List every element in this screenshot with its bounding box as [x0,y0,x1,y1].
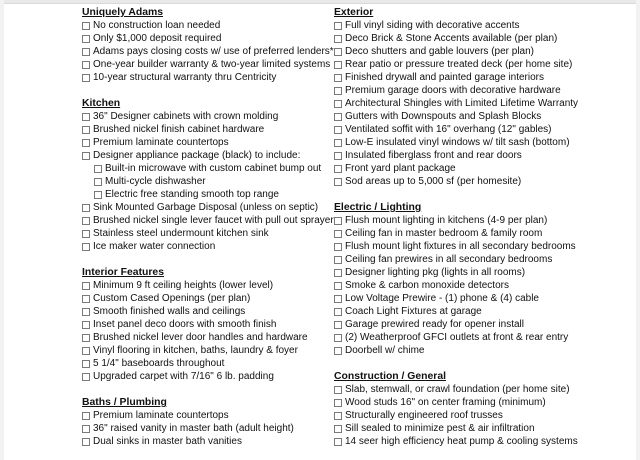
feature-item [334,19,594,32]
feature-text: Gutters with Downspouts and Splash Blocks [345,111,542,122]
feature-item [334,409,594,422]
feature-text: Ice maker water connection [93,241,216,252]
section-heading: Interior Features [82,267,164,278]
feature-text: Sill sealed to minimize pest & air infiltration [345,423,535,434]
feature-item [334,422,594,435]
feature-text: Flush mount lighting in kitchens (4-9 per plan) [345,215,548,226]
checkbox-icon [94,191,102,199]
section-spacer [82,253,332,266]
checkbox-icon [334,295,342,303]
checkbox-icon [334,178,342,186]
feature-item [82,318,332,331]
feature-item [334,123,594,136]
checkbox-icon [334,126,342,134]
feature-item [82,110,332,123]
section-heading: Uniquely Adams [82,7,164,18]
checkbox-icon [334,217,342,225]
checkbox-icon [334,152,342,160]
checkbox-icon [82,139,90,147]
checkbox-icon [334,399,342,407]
checkbox-icon [334,347,342,355]
section-heading: Construction / General [334,371,447,382]
checkbox-icon [82,230,90,238]
checkbox-icon [334,113,342,121]
checkbox-icon [334,48,342,56]
checkbox-icon [334,412,342,420]
checkbox-icon [334,256,342,264]
section-exterior [334,6,594,188]
feature-item [334,175,594,188]
feature-item [82,71,332,84]
feature-list [334,19,594,188]
checkbox-icon [82,282,90,290]
feature-text: Inset panel deco doors with smooth finish [93,319,277,330]
feature-text: Structurally engineered roof trusses [345,410,503,421]
feature-text: Stainless steel undermount kitchen sink [93,228,269,239]
feature-item [334,227,594,240]
feature-text: Premium garage doors with decorative hardware [345,85,561,96]
checkbox-icon [334,230,342,238]
feature-item [82,292,332,305]
feature-text: Ceiling fan in master bedroom & family room [345,228,543,239]
checkbox-icon [82,113,90,121]
feature-item [82,305,332,318]
feature-item [82,19,332,32]
feature-item [82,45,332,58]
checkbox-icon [334,100,342,108]
feature-item [82,175,332,188]
checkbox-icon [334,35,342,43]
feature-text: Adams pays closing costs w/ use of preferred lenders* [93,46,334,57]
checkbox-icon [334,87,342,95]
checkbox-icon [82,295,90,303]
section-heading: Baths / Plumbing [82,397,167,408]
feature-list [82,409,332,448]
feature-item [334,32,594,45]
feature-item [82,279,332,292]
feature-item [334,58,594,71]
section-kitchen [82,97,332,253]
feature-text: Upgraded carpet with 7/16" 6 lb. padding [93,371,274,382]
checkbox-icon [334,425,342,433]
checkbox-icon [334,243,342,251]
checkbox-icon [82,243,90,251]
feature-item [334,84,594,97]
feature-item [334,162,594,175]
feature-item [334,396,594,409]
feature-list [334,214,594,357]
feature-text: Deco shutters and gable louvers (per plan) [345,46,534,57]
feature-item [334,305,594,318]
checkbox-icon [334,308,342,316]
section-construction-general [334,370,594,448]
feature-item [82,201,332,214]
feature-item [82,58,332,71]
feature-text: Custom Cased Openings (per plan) [93,293,251,304]
feature-item [334,318,594,331]
feature-text: Front yard plant package [345,163,456,174]
checkbox-icon [82,360,90,368]
feature-text: Full vinyl siding with decorative accents [345,20,520,31]
checkbox-icon [82,373,90,381]
checkbox-icon [82,438,90,446]
feature-item [82,409,332,422]
feature-item [82,162,332,175]
feature-text: Doorbell w/ chime [345,345,425,356]
feature-item [334,214,594,227]
feature-text: 36" Designer cabinets with crown molding [93,111,279,122]
checkbox-icon [82,48,90,56]
section-baths-plumbing [82,396,332,448]
feature-item [334,383,594,396]
feature-text: Built-in microwave with custom cabinet bump out [105,163,322,174]
checkbox-icon [82,61,90,69]
feature-item [82,240,332,253]
section-uniquely-adams [82,6,332,84]
feature-text: Vinyl flooring in kitchen, baths, laundry & foyer [93,345,298,356]
feature-text: Premium laminate countertops [93,410,229,421]
feature-text: Brushed nickel single lever faucet with pull out sprayer [93,215,334,226]
feature-item [82,344,332,357]
checkbox-icon [334,282,342,290]
feature-item [334,97,594,110]
feature-text: Brushed nickel lever door handles and hardware [93,332,308,343]
section-spacer [334,188,594,201]
feature-item [334,279,594,292]
feature-text: Designer appliance package (black) to include: [93,150,301,161]
feature-item [334,149,594,162]
checkbox-icon [82,217,90,225]
checkbox-icon [82,334,90,342]
feature-item [334,266,594,279]
right-border [636,0,640,460]
feature-text: (2) Weatherproof GFCI outlets at front & rear entry [345,332,569,343]
feature-text: Slab, stemwall, or crawl foundation (per home site) [345,384,570,395]
feature-text: Sod areas up to 5,000 sf (per homesite) [345,176,522,187]
feature-item [334,435,594,448]
checkbox-icon [82,35,90,43]
top-border [0,0,640,4]
section-electric-lighting [334,201,594,357]
section-spacer [82,383,332,396]
feature-text: Only $1,000 deposit required [93,33,222,44]
checkbox-icon [82,126,90,134]
checkbox-icon [82,321,90,329]
feature-item [82,123,332,136]
feature-text: 5 1/4" baseboards throughout [93,358,225,369]
left-border [0,0,4,460]
feature-item [82,149,332,162]
feature-text: Low Voltage Prewire - (1) phone & (4) cable [345,293,539,304]
feature-text: Minimum 9 ft ceiling heights (lower level) [93,280,274,291]
checkbox-icon [82,74,90,82]
checkbox-icon [334,438,342,446]
checkbox-icon [334,61,342,69]
feature-text: Insulated fiberglass front and rear doors [345,150,522,161]
feature-item [82,227,332,240]
feature-text: Low-E insulated vinyl windows w/ tilt sash (bottom) [345,137,570,148]
feature-text: Electric free standing smooth top range [105,189,279,200]
feature-item [334,292,594,305]
section-spacer [82,84,332,97]
feature-text: Wood studs 16" on center framing (minimum) [345,397,546,408]
feature-item [334,331,594,344]
feature-item [82,32,332,45]
feature-item [334,110,594,123]
feature-item [334,344,594,357]
checkbox-icon [334,165,342,173]
feature-item [334,240,594,253]
checkbox-icon [82,425,90,433]
feature-text: 36" raised vanity in master bath (adult height) [93,423,294,434]
feature-text: 10-year structural warranty thru Centricity [93,72,277,83]
feature-text: Rear patio or pressure treated deck (per home site) [345,59,573,70]
feature-item [334,71,594,84]
section-heading: Exterior [334,7,374,18]
checkbox-icon [94,165,102,173]
feature-item [82,188,332,201]
feature-item [82,370,332,383]
checkbox-icon [334,74,342,82]
checkbox-icon [334,386,342,394]
section-heading: Electric / Lighting [334,202,422,213]
feature-text: Sink Mounted Garbage Disposal (unless on septic) [93,202,319,213]
feature-text: Ceiling fan prewires in all secondary bedrooms [345,254,553,265]
checkbox-icon [82,152,90,160]
section-spacer [334,357,594,370]
left-column [82,6,332,448]
feature-item [82,422,332,435]
checkbox-icon [82,204,90,212]
feature-list [334,383,594,448]
checkbox-icon [82,22,90,30]
checkbox-icon [82,347,90,355]
feature-item [334,45,594,58]
feature-text: Deco Brick & Stone Accents available (per plan) [345,33,558,44]
feature-text: Finished drywall and painted garage interiors [345,72,545,83]
feature-text: Ventilated soffit with 16" overhang (12" gables) [345,124,552,135]
feature-text: Premium laminate countertops [93,137,229,148]
feature-text: Architectural Shingles with Limited Lifetime Warranty [345,98,579,109]
feature-item [82,435,332,448]
checkbox-icon [334,269,342,277]
feature-text: One-year builder warranty & two-year limited systems [93,59,331,70]
feature-item [82,214,332,227]
feature-text: Smooth finished walls and ceilings [93,306,246,317]
feature-item [82,357,332,370]
feature-item [82,136,332,149]
feature-text: No construction loan needed [93,20,221,31]
feature-text: Garage prewired ready for opener install [345,319,524,330]
checkbox-icon [334,334,342,342]
checkbox-icon [82,412,90,420]
feature-item [334,136,594,149]
feature-text: Dual sinks in master bath vanities [93,436,242,447]
section-heading: Kitchen [82,98,121,109]
feature-list [82,279,332,383]
feature-text: Designer lighting pkg (lights in all rooms) [345,267,526,278]
feature-item [82,331,332,344]
feature-item [334,253,594,266]
checkbox-icon [334,139,342,147]
checkbox-icon [82,308,90,316]
feature-text: Brushed nickel finish cabinet hardware [93,124,265,135]
section-interior-features [82,266,332,383]
feature-text: Multi-cycle dishwasher [105,176,206,187]
feature-text: Coach Light Fixtures at garage [345,306,482,317]
checkbox-icon [94,178,102,186]
feature-text: Smoke & carbon monoxide detectors [345,280,509,291]
feature-text: 14 seer high efficiency heat pump & cooling systems [345,436,578,447]
checkbox-icon [334,321,342,329]
feature-list [82,19,332,84]
feature-text: Flush mount light fixtures in all secondary bedrooms [345,241,576,252]
feature-list [82,110,332,253]
checkbox-icon [334,22,342,30]
right-column [334,6,594,448]
